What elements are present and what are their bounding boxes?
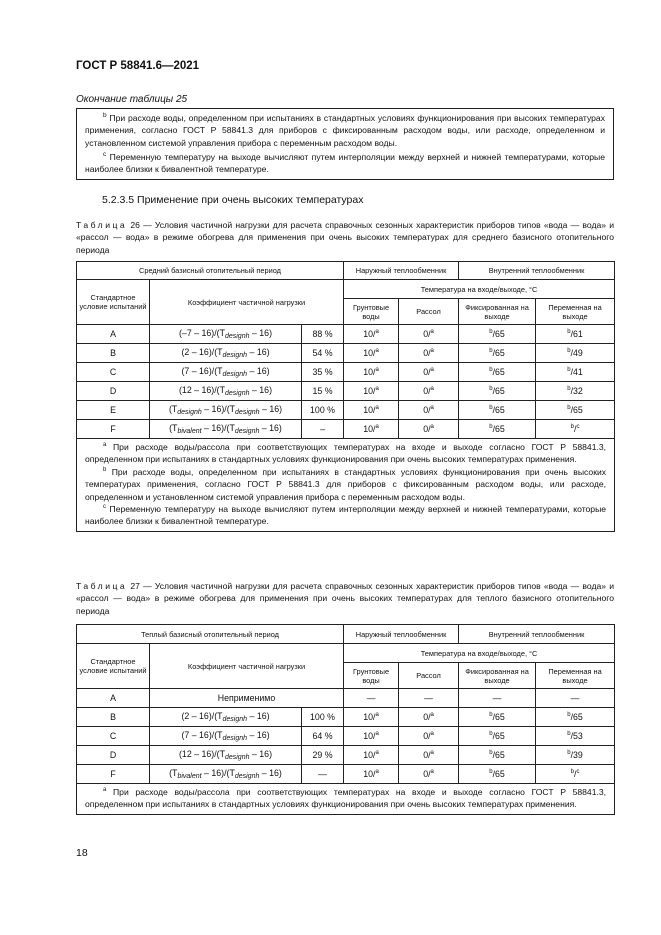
condition-cell: C — [77, 727, 150, 746]
fixed-cell: $^b$/65 — [459, 382, 536, 401]
table27-notes: $^a$ При расходе воды/рассола при соответствующих температурах на входе и выходе согласно ГОСТ Р 58841.3, определенном при испытаниях в стандартных условиях функционирования при очень высоких температурах применения. — [77, 784, 615, 815]
coef-formula: $(12 - 16)/(T_{designh} - 16)$ — [150, 382, 302, 401]
coef-percent: 15 % — [302, 382, 344, 401]
condition-cell: D — [77, 746, 150, 765]
section-heading: 5.2.3.5 Применение при очень высоких температурах — [102, 194, 364, 206]
note-c: $^c$ Переменную температуру на выходе вычисляют путем интерполяции между верхней и нижней температурами, которые наиболее близки к бивалентной температуре. — [85, 151, 605, 175]
ground-cell: 10/$^a$ — [344, 401, 399, 420]
table27-caption: Таблица 27 — Условия частичной нагрузки для расчета справочных сезонных характеристик приборов типов «вода — вода» и «рассол — вода» в режиме обогрева для применения при очень высоких температурах для теплого базисного отопительного периода — [76, 581, 614, 616]
brine-cell: 0/$^a$ — [399, 708, 459, 727]
brine-cell: 0/$^a$ — [399, 746, 459, 765]
var-cell: $^b$/32 — [536, 382, 615, 401]
temp-header: Температура на входе/выходе, °С — [344, 644, 615, 663]
coef-percent: 64 % — [302, 727, 344, 746]
coef-formula: $(2 - 16)/(T_{designh} - 16)$ — [150, 708, 302, 727]
table-row — [77, 708, 615, 727]
table-row — [77, 746, 615, 765]
coef-formula: $(T_{bivalent} - 16)/(T_{designh} - 16)$ — [150, 420, 302, 439]
brine-header: Рассол — [399, 663, 459, 689]
table26-caption: Таблица 26 — Условия частичной нагрузки для расчета справочных сезонных характеристик приборов типов «вода — вода» и «рассол — вода» в режиме обогрева для применения при очень высоких температурах для среднего базисного отопительного периода — [76, 220, 614, 255]
table-row — [77, 344, 615, 363]
condition-cell: D — [77, 382, 150, 401]
coef-header: Коэффициент частичной нагрузки — [150, 280, 344, 325]
period-header: Средний базисный отопительный период — [77, 262, 344, 280]
table-row — [77, 420, 615, 439]
coef-percent: – — [302, 420, 344, 439]
var-cell: $^b$/$^c$ — [536, 765, 615, 784]
condition-cell: B — [77, 708, 150, 727]
brine-cell: 0/$^a$ — [399, 765, 459, 784]
fixed-cell: $^b$/65 — [459, 727, 536, 746]
table-row — [77, 382, 615, 401]
fixed-cell: $^b$/65 — [459, 708, 536, 727]
var-cell: $^b$/$^c$ — [536, 420, 615, 439]
var-cell: $^b$/53 — [536, 727, 615, 746]
condition-cell: A — [77, 325, 150, 344]
coef-header: Коэффициент частичной нагрузки — [150, 644, 344, 689]
table-continuation-label: Окончание таблицы 25 — [76, 94, 188, 105]
brine-cell: 0/$^a$ — [399, 325, 459, 344]
ground-cell: 10/$^a$ — [344, 746, 399, 765]
ground-cell: 10/$^a$ — [344, 420, 399, 439]
ground-cell: 10/$^a$ — [344, 727, 399, 746]
coef-formula: $(7 - 16)/(T_{designh} - 16)$ — [150, 363, 302, 382]
condition-cell: F — [77, 420, 150, 439]
coef-percent: 29 % — [302, 746, 344, 765]
condition-cell: F — [77, 765, 150, 784]
coef-formula: $(7 - 16)/(T_{designh} - 16)$ — [150, 727, 302, 746]
coef-percent: 35 % — [302, 363, 344, 382]
coef-percent: 100 % — [302, 708, 344, 727]
brine-cell: 0/$^a$ — [399, 420, 459, 439]
note-b: $^b$ При расходе воды, определенном при испытаниях в стандартных условиях функционирования при высоких температурах применения, согласно ГОСТ Р 58841.3 для приборов с фиксированным расходом воды, или расходе, определенном и установленном системой управления прибора с переменным расходом воды. — [85, 112, 605, 148]
brine-cell: 0/$^a$ — [399, 382, 459, 401]
ground-header: Грунтовые воды — [344, 663, 399, 689]
document-header: ГОСТ Р 58841.6—2021 — [76, 60, 200, 72]
table27 — [76, 624, 615, 815]
var-cell: $^b$/41 — [536, 363, 615, 382]
fixed-cell: $^b$/65 — [459, 746, 536, 765]
fixed-cell: $^b$/65 — [459, 420, 536, 439]
fixed-cell: $^b$/65 — [459, 765, 536, 784]
indoor-header: Внутренний теплообменник — [459, 262, 615, 280]
ground-cell: 10/$^a$ — [344, 325, 399, 344]
ground-cell: 10/$^a$ — [344, 382, 399, 401]
coef-formula: $(12 - 16)/(T_{designh} - 16)$ — [150, 746, 302, 765]
table-row: A Неприменимо — — — — — [77, 689, 615, 708]
coef-formula: $(-7 - 16)/(T_{designh} - 16)$ — [150, 325, 302, 344]
brine-cell: 0/$^a$ — [399, 363, 459, 382]
var-cell: $^b$/65 — [536, 401, 615, 420]
ground-cell: 10/$^a$ — [344, 344, 399, 363]
condition-cell: C — [77, 363, 150, 382]
ground-cell: 10/$^a$ — [344, 765, 399, 784]
outdoor-header: Наружный теплообменник — [344, 625, 459, 644]
table26 — [76, 261, 615, 532]
var-header: Переменная на выходе — [536, 663, 615, 689]
page-number: 18 — [76, 847, 88, 859]
brine-header: Рассол — [399, 299, 459, 325]
ground-cell: 10/$^a$ — [344, 708, 399, 727]
condition-cell: E — [77, 401, 150, 420]
table25-notes — [76, 108, 614, 180]
coef-percent: 54 % — [302, 344, 344, 363]
brine-cell: 0/$^a$ — [399, 344, 459, 363]
table26-notes: $^a$ При расходе воды/рассола при соответствующих температурах на входе и выходе согласно ГОСТ Р 58841.3, определенном при испытаниях в стандартных условиях функционирования при очень высоких температурах применения. $^b$ При расходе воды, определенном при испытаниях в стандартных условиях функционирования при очень высоких температурах применения, согласно ГОСТ Р 58841.3 для приборов с фиксированным расходом воды, или расходе, определенном и установленном системой управления прибора с переменным расходом воды. $^c$ Переменную температуру на выходе вычисляют путем интерполяции между верхней и нижней температурами, которые наиболее близки к бивалентной температуре. — [77, 439, 615, 532]
ground-cell: 10/$^a$ — [344, 363, 399, 382]
coef-percent: 100 % — [302, 401, 344, 420]
var-cell: $^b$/39 — [536, 746, 615, 765]
var-cell: $^b$/61 — [536, 325, 615, 344]
var-cell: $^b$/49 — [536, 344, 615, 363]
coef-percent: — — [302, 765, 344, 784]
fixed-cell: $^b$/65 — [459, 344, 536, 363]
fixed-cell: $^b$/65 — [459, 363, 536, 382]
coef-formula: $(2 - 16)/(T_{designh} - 16)$ — [150, 344, 302, 363]
fixed-cell: $^b$/65 — [459, 325, 536, 344]
coef-formula: $(T_{designh} - 16)/(T_{designh} - 16)$ — [150, 401, 302, 420]
var-header: Переменная на выходе — [536, 299, 615, 325]
brine-cell: 0/$^a$ — [399, 401, 459, 420]
table-row — [77, 325, 615, 344]
condition-cell: B — [77, 344, 150, 363]
coef-percent: 88 % — [302, 325, 344, 344]
condition-header: Стандартное условие испытаний — [77, 280, 150, 325]
period-header: Теплый базисный отопительный период — [77, 625, 344, 644]
condition-header: Стандартное условие испытаний — [77, 644, 150, 689]
fixed-header: Фиксированная на выходе — [459, 299, 536, 325]
ground-header: Грунтовые воды — [344, 299, 399, 325]
table-row — [77, 363, 615, 382]
indoor-header: Внутренний теплообменник — [459, 625, 615, 644]
brine-cell: 0/$^a$ — [399, 727, 459, 746]
var-cell: $^b$/65 — [536, 708, 615, 727]
temp-header: Температура на входе/выходе, °С — [344, 280, 615, 299]
fixed-header: Фиксированная на выходе — [459, 663, 536, 689]
table-row — [77, 401, 615, 420]
outdoor-header: Наружный теплообменник — [344, 262, 459, 280]
table-row — [77, 765, 615, 784]
table-row — [77, 727, 615, 746]
fixed-cell: $^b$/65 — [459, 401, 536, 420]
coef-formula: $(T_{bivalent} - 16)/(T_{designh} - 16)$ — [150, 765, 302, 784]
